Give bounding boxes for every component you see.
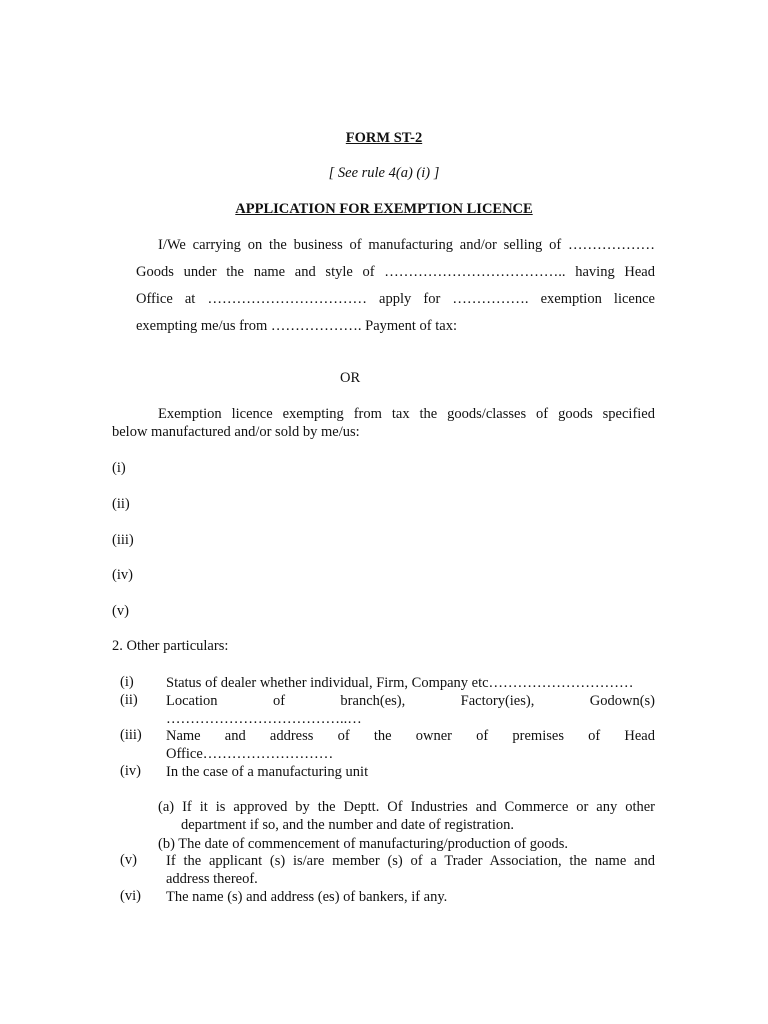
particular-num-iii: (iii) [120,727,142,743]
goods-item-i: (i) [112,460,126,476]
particular-text-v-line2: address thereof. [166,871,258,887]
particular-num-iv: (iv) [120,763,141,779]
goods-item-iv: (iv) [112,567,133,583]
particular-text-vi: The name (s) and address (es) of bankers, if any. [166,889,448,905]
particular-num-vi: (vi) [120,888,141,904]
sub-item-a-line2: department if so, and the number and date of registration. [181,817,514,833]
particular-text-i: Status of dealer whether individual, Firm, Company etc………………………… [166,675,634,691]
rule-reference: [ See rule 4(a) (i) ] [328,165,440,181]
particular-text-iii-line1: Name and address of the owner of premises of Head [166,728,655,744]
para1-line2: Goods under the name and style of ……………………………….. having Head [136,264,655,280]
particular-text-v-line1: If the applicant (s) is/are member (s) of a Trader Association, the name and [166,853,655,869]
sub-item-b-line1: (b) The date of commencement of manufacturing/production of goods. [158,836,569,852]
other-particulars-heading: 2. Other particulars: [112,638,229,654]
particular-num-v: (v) [120,852,137,868]
para2-line1: Exemption licence exempting from tax the goods/classes of goods specified [158,406,655,422]
goods-item-ii: (ii) [112,496,130,512]
or-label: OR [340,370,361,386]
sub-item-a-line1: (a) If it is approved by the Deptt. Of Industries and Commerce or any other [158,799,655,815]
particular-text-ii-line2: ………………………………..… [166,711,362,727]
form-title: FORM ST-2 [345,130,423,146]
particular-num-ii: (ii) [120,692,138,708]
goods-item-iii: (iii) [112,532,134,548]
form-heading: APPLICATION FOR EXEMPTION LICENCE [235,201,533,217]
particular-num-i: (i) [120,674,134,690]
goods-item-v: (v) [112,603,129,619]
particular-text-ii-line1: Location of branch(es), Factory(ies), Godown(s) [166,693,655,709]
para1-line3: Office at …………………………… apply for ……………. exemption licence [136,291,655,307]
para2-line2: below manufactured and/or sold by me/us: [112,424,360,440]
para1-line1: I/We carrying on the business of manufacturing and/or selling of ……………… [158,237,655,253]
para1-line4: exempting me/us from ………………. Payment of tax: [136,318,457,334]
particular-text-iv: In the case of a manufacturing unit [166,764,369,780]
particular-text-iii-line2: Office……………………… [166,746,334,762]
